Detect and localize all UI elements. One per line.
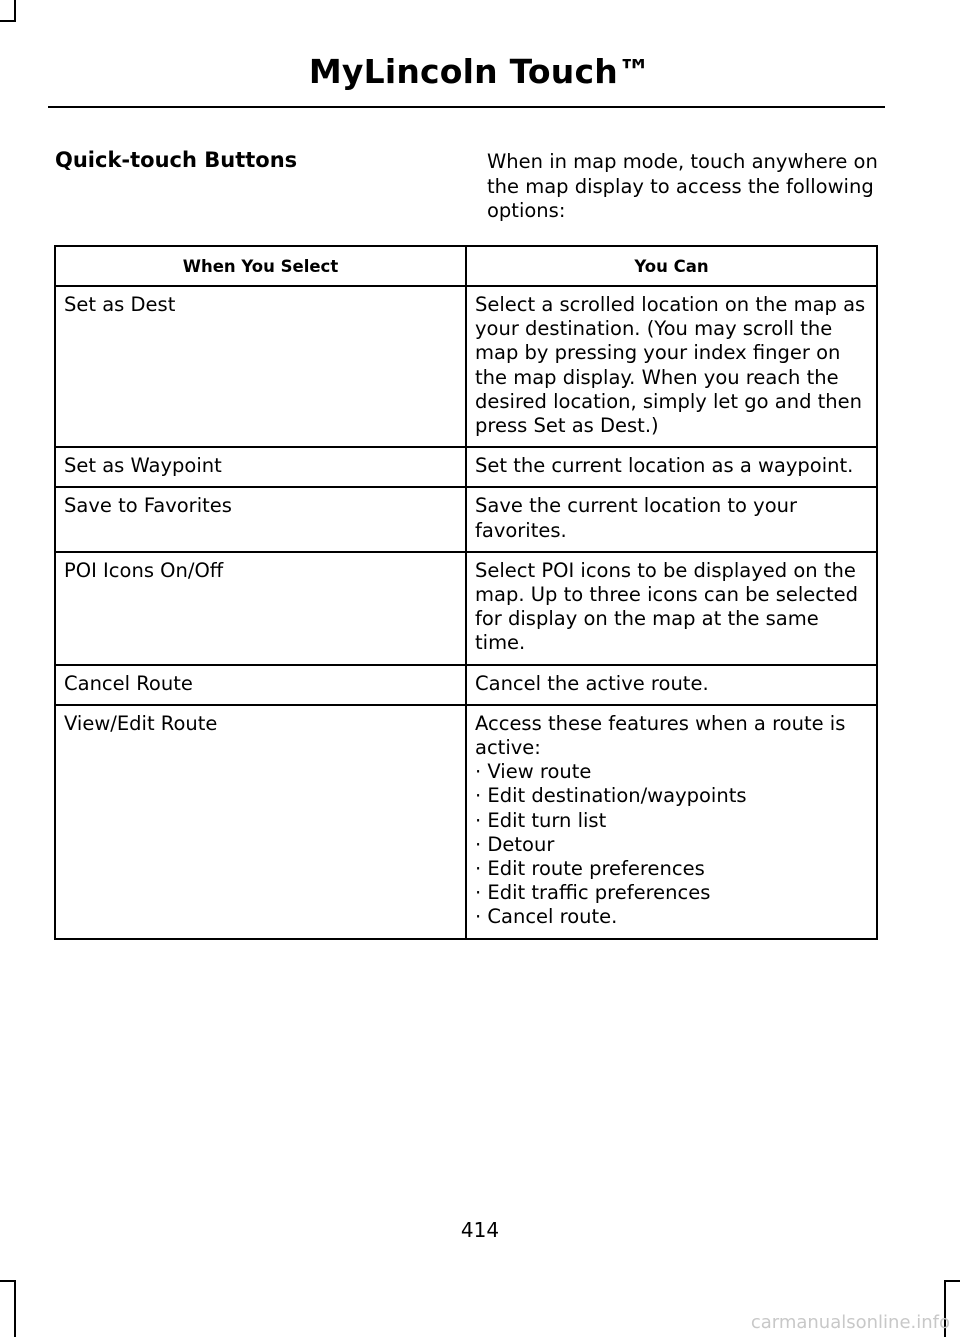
action-cell: Set the current location as a waypoint. bbox=[466, 447, 877, 487]
action-cell: Save the current location to your favorites. bbox=[466, 487, 877, 551]
bullet-item: · Edit route preferences bbox=[475, 857, 705, 881]
table-header-row bbox=[55, 246, 877, 286]
section-intro: When in map mode, touch anywhere on the map display to access the following options: bbox=[487, 150, 878, 222]
action-cell: Select POI icons to be displayed on the map. Up to three icons can be selected for display on the map at the same time. bbox=[466, 552, 877, 665]
bullet-item: · View route bbox=[475, 760, 592, 784]
watermark: carmanualsonline.info bbox=[750, 1312, 950, 1333]
crop-mark-top-left-h bbox=[0, 20, 16, 22]
table-row bbox=[55, 705, 877, 939]
action-cell bbox=[466, 705, 877, 939]
select-cell: Set as Waypoint bbox=[55, 447, 466, 487]
bullet-item: · Edit traffic preferences bbox=[475, 881, 711, 905]
action-cell: Cancel the active route. bbox=[466, 665, 877, 705]
select-cell: POI Icons On/Off bbox=[55, 552, 466, 665]
bullet-item: · Edit turn list bbox=[475, 808, 607, 832]
table-row bbox=[55, 665, 877, 705]
table-row bbox=[55, 487, 877, 551]
header-divider bbox=[48, 106, 885, 108]
crop-mark-bottom-right-h bbox=[944, 1280, 960, 1282]
select-cell: Cancel Route bbox=[55, 665, 466, 705]
page-header-title: MyLincoln Touch™ bbox=[308, 52, 652, 91]
select-cell: Save to Favorites bbox=[55, 487, 466, 551]
column-header-when-you-select: When You Select bbox=[55, 246, 466, 286]
table-row bbox=[55, 447, 877, 487]
bullet-item: · Edit destination/waypoints bbox=[475, 784, 747, 808]
quick-touch-table bbox=[54, 245, 878, 940]
action-cell: Select a scrolled location on the map as your destination. (You may scroll the map by pressing your index finger on the map display. When you reach the desired location, simply let go and then press Set as Dest.) bbox=[466, 286, 877, 447]
bullet-item: · Detour bbox=[475, 832, 555, 856]
crop-mark-bottom-left-h bbox=[0, 1280, 16, 1282]
crop-mark-top-left-v bbox=[14, 0, 16, 22]
section-heading: Quick-touch Buttons bbox=[55, 148, 298, 172]
action-cell-intro: Access these features when a route is active: bbox=[475, 711, 846, 760]
select-cell: Set as Dest bbox=[55, 286, 466, 447]
table-row bbox=[55, 286, 877, 447]
table-row bbox=[55, 552, 877, 665]
page-number: 414 bbox=[460, 1218, 500, 1242]
crop-mark-bottom-left-v bbox=[14, 1280, 16, 1337]
select-cell: View/Edit Route bbox=[55, 705, 466, 939]
column-header-you-can: You Can bbox=[466, 246, 877, 286]
bullet-item: · Cancel route. bbox=[475, 905, 618, 929]
